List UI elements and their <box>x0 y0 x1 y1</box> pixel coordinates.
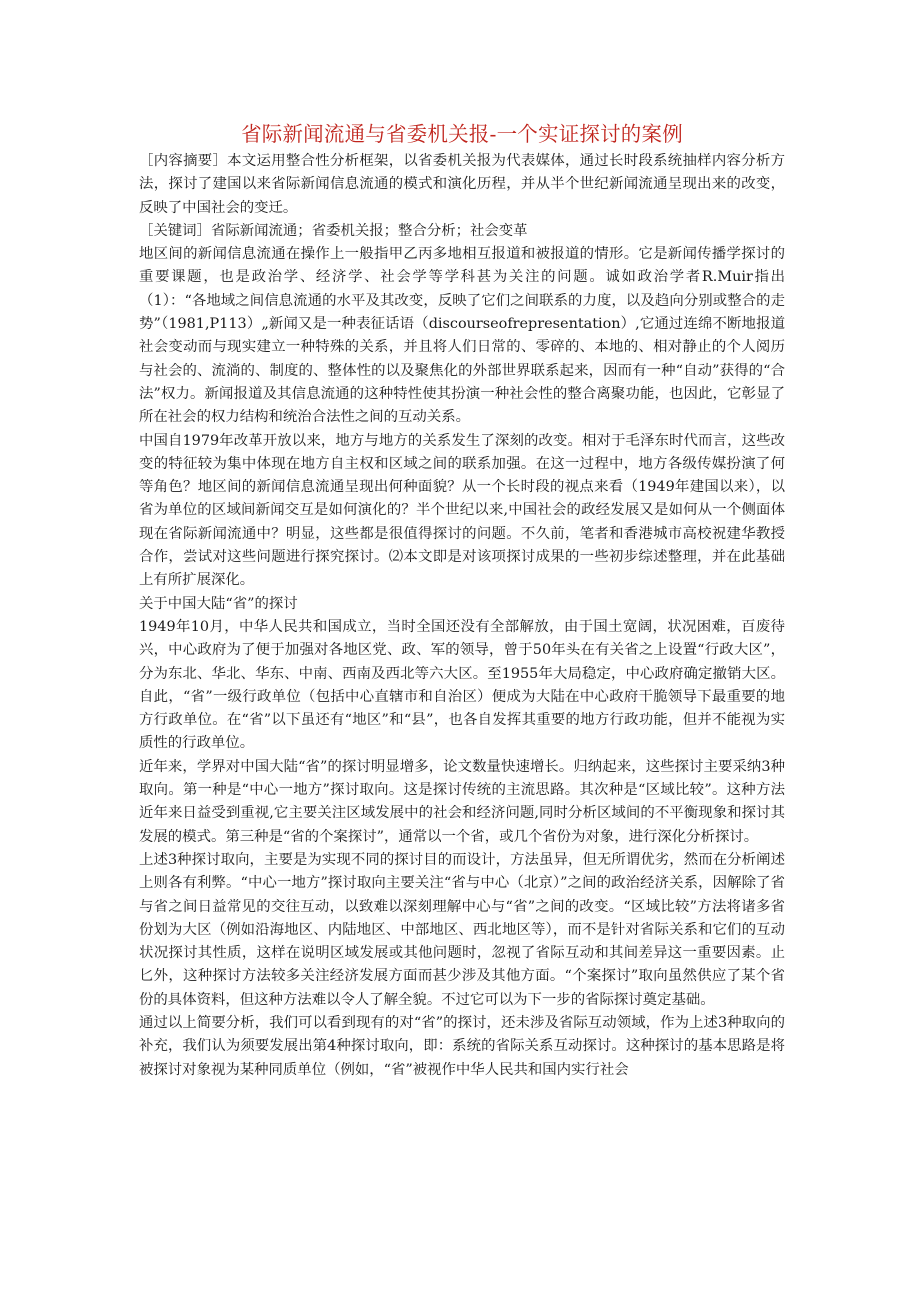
section-paragraph-4: 通过以上简要分析，我们可以看到现有的对“省”的探讨，还未涉及省际互动领域，作为上述3种取向的补充，我们认为须要发展出第4种探讨取向，即：系统的省际关系互动探讨。这种探讨的基本思路是将被探讨对象视为某种同质单位（例如，“省”被视作中华人民共和国内实行社会 <box>139 1014 785 1078</box>
section-paragraph-3: 上述3种探讨取向，主要是为实现不同的探讨目的而设计，方法虽异，但无所谓优劣，然而在分析阐述上则各有利弊。“中心一地方”探讨取向主要关注“省与中心（北京）”之间的政治经济关系，因解除了省与省之间日益常见的交往互动，以致难以深刻理解中心与“省”之间的改变。“区域比较”方法将诸多省份划为大区（例如沿海地区、内陆地区、中部地区、西北地区等），而不是针对省际关系和它们的互动状况探讨其性质，这样在说明区域发展或其他问题时，忽视了省际互动和其间差异这一重要因素。止匕外，这种探讨方法较多关注经济发展方面而甚少涉及其他方面。“个案探讨”取向虽然供应了某个省份的具体资料，但这种方法难以令人了解全貌。不过它可以为下一步的省际探讨奠定基础。 <box>139 851 785 1008</box>
section-heading: 关于中国大陆“省”的探讨 <box>139 595 298 612</box>
section-paragraph-1: 1949年10月，中华人民共和国成立，当时全国还没有全部解放，由于国土宽阔，状况困难，百废待兴，中心政府为了便于加强对各地区党、政、军的领导，曾于50年头在有关省之上设置“行政大区”，分为东北、华北、华东、中南、西南及西北等六大区。至1955年大局稳定，中心政府确定撤销大区。自此，“省”一级行政单位（包括中心直辖市和自治区）便成为大陆在中心政府干脆领导下最重要的地方行政单位。在“省”以下虽还有“地区”和“县”，也各自发挥其重要的地方行政功能，但并不能视为实质性的行政单位。 <box>139 618 785 752</box>
body-paragraph-2: 中国自1979年改革开放以来，地方与地方的关系发生了深刻的改变。相对于毛泽东时代而言，这些改变的特征较为集中体现在地方自主权和区域之间的联系加强。在这一过程中，地方各级传媒扮演了何等角色？地区间的新闻信息流通呈现出何种面貌？从一个长时段的视点来看（1949年建国以来），以省为单位的区域间新闻交互是如何演化的？半个世纪以来,中国社会的政经发展又是如何从一个侧面体现在省际新闻流通中？明显，这些都是很值得探讨的问题。不久前，笔者和香港城市高校祝建华教授合作，尝试对这些问题进行探究探讨。⑵本文即是对该项探讨成果的一些初步综述整理，并在此基础上有所扩展深化。 <box>139 432 785 589</box>
abstract-paragraph: ［内容摘要］本文运用整合性分析框架，以省委机关报为代表媒体，通过长时段系统抽样内容分析方法，探讨了建国以来省际新闻信息流通的模式和演化历程，并从半个世纪新闻流通呈现出来的改变，反映了中国社会的变迁。 <box>139 153 785 216</box>
body-paragraph-1: 地区间的新闻信息流通在操作上一般指甲乙丙多地相互报道和被报道的情形。它是新闻传播学探讨的重要课题，也是政治学、经济学、社会学等学科甚为关注的问题。诚如政治学者R.Muir指出（1）：“各地域之间信息流通的水平及其改变，反映了它们之间联系的力度，以及趋向分别或整合的走势”（1981,P113）„新闻又是一种表征话语（discourseofrepresentation）,它通过连绵不断地报道社会变动而与现实建立一种特殊的关系，并且将人们日常的、零碎的、本地的、相对静止的个人阅历与社会的、流淌的、制度的、整体性的以及聚焦化的外部世界联系起来，因而有一种“自动”获得的“合法”权力。新闻报道及其信息流通的这种特性使其扮演一种社会性的整合离聚功能，也因此，它彰显了所在社会的权力结构和统治合法性之间的互动关系。 <box>139 246 785 426</box>
keywords-paragraph: ［关键词］省际新闻流通；省委机关报；整合分析；社会变革 <box>139 222 528 239</box>
document-page <box>139 118 785 1082</box>
document-title: 省际新闻流通与省委机关报-一个实证探讨的案例 <box>241 122 683 146</box>
section-paragraph-2: 近年来，学界对中国大陆“省”的探讨明显增多，论文数量快速增长。归纳起来，这些探讨主要采纳3种取向。第一种是“中心一地方”探讨取向。这是探讨传统的主流思路。其次种是“区域比较”。这种方法近年来日益受到重视,它主要关注区域发展中的社会和经济问题,同时分析区域间的不平衡现象和探讨其发展的模式。第三种是“省的个案探讨”，通常以一个省，或几个省份为对象，进行深化分析探讨。 <box>139 758 785 845</box>
